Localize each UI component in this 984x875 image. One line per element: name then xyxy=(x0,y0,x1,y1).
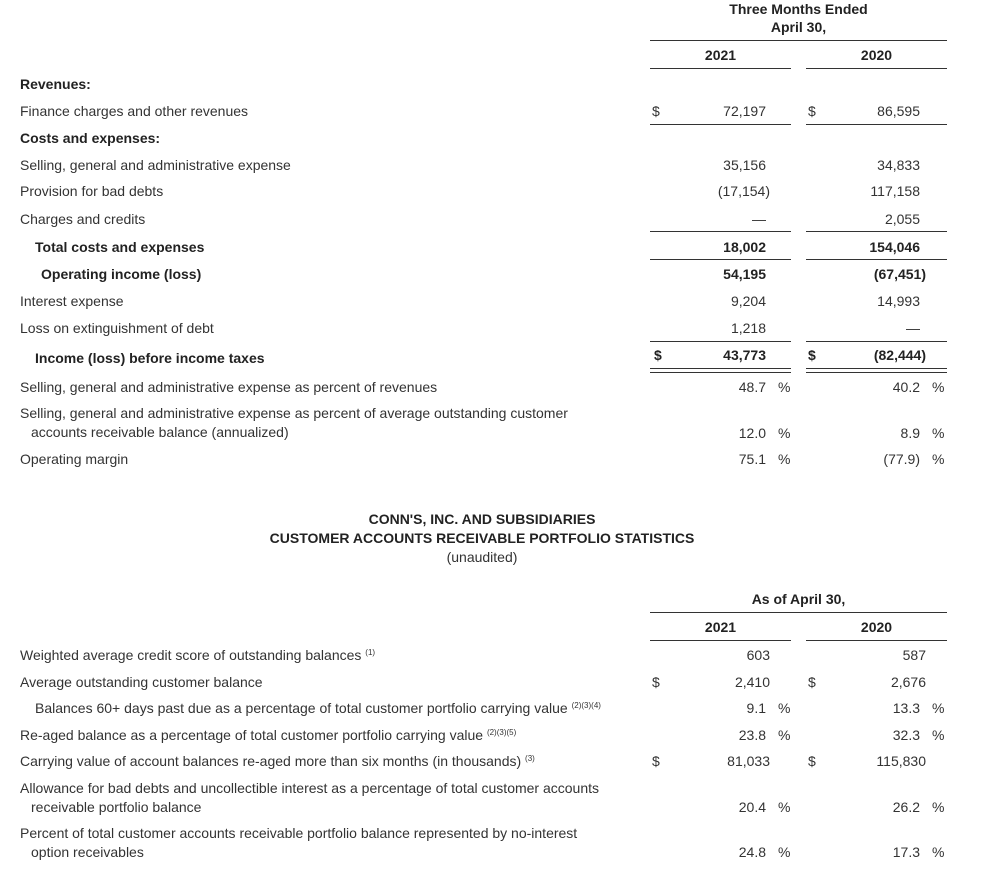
value-2021: 48.7 xyxy=(738,379,766,395)
row-rule xyxy=(650,124,791,125)
value-2021: 12.0 xyxy=(738,425,766,441)
row-label: Provision for bad debts xyxy=(20,183,164,199)
row-rule xyxy=(650,259,791,260)
value-2021: 18,002 xyxy=(723,239,766,255)
period-header-line2: April 30, xyxy=(770,19,827,35)
value-2021: 23.8 xyxy=(738,727,766,743)
value-2021: 72,197 xyxy=(723,103,766,119)
footnote-ref: (3) xyxy=(525,754,535,763)
value-2020: 86,595 xyxy=(877,103,920,119)
header-rule xyxy=(650,612,947,613)
value-2020: 117,158 xyxy=(870,183,920,199)
value-2020: 13.3 xyxy=(892,700,920,716)
percent-sign: % xyxy=(932,727,945,743)
footnote-ref: (2)(3)(4) xyxy=(571,701,601,710)
row-rule xyxy=(806,124,947,125)
percent-sign: % xyxy=(778,727,791,743)
value-2020: 587 xyxy=(902,647,926,663)
portfolio-subtitle: (unaudited) xyxy=(446,549,518,565)
value-2020: 34,833 xyxy=(877,157,920,173)
row-label: Average outstanding customer balance xyxy=(20,674,263,690)
percent-sign: % xyxy=(778,844,791,860)
currency-symbol: $ xyxy=(808,347,816,363)
percent-sign: % xyxy=(932,425,945,441)
row-label: Selling, general and administrative expense as percent of average outstanding customer xyxy=(20,405,568,421)
column-rule-2020 xyxy=(806,640,947,641)
row-label: Operating margin xyxy=(20,451,129,467)
value-2021: 20.4 xyxy=(738,799,766,815)
value-2020: 115,830 xyxy=(876,753,926,769)
percent-sign: % xyxy=(778,700,791,716)
row-label: Carrying value of account balances re-aged more than six months (in thousands) $^{(3)}$ xyxy=(20,753,535,769)
currency-symbol: $ xyxy=(808,753,816,769)
percent-sign: % xyxy=(778,379,791,395)
row-label: Selling, general and administrative expense xyxy=(20,157,291,173)
footnote-ref: (1) xyxy=(365,648,376,657)
value-2020: (67,451) xyxy=(873,266,926,282)
row-label: Weighted average credit score of outstanding balances $^{(1)}$ xyxy=(20,647,376,663)
value-2020: (82,444) xyxy=(873,347,926,363)
row-label: Balances 60+ days past due as a percentage of total customer portfolio carrying value $^{(2)(3)(4)}$ xyxy=(35,700,601,716)
value-2020: 32.3 xyxy=(892,727,920,743)
column-rule-2020 xyxy=(806,68,947,69)
value-2021: 75.1 xyxy=(738,451,766,467)
percent-sign: % xyxy=(932,700,945,716)
section-costs-expenses: Costs and expenses: xyxy=(20,130,161,146)
column-header-2020: 2020 xyxy=(860,619,893,635)
section-revenues: Revenues: xyxy=(20,76,91,92)
row-label: Re-aged balance as a percentage of total customer portfolio carrying value $^{(2)(3)(5)}$ xyxy=(20,727,517,743)
value-2021: 9.1 xyxy=(746,700,766,716)
column-rule-2021 xyxy=(650,68,791,69)
row-label: Finance charges and other revenues xyxy=(20,103,249,119)
row-rule xyxy=(650,341,791,342)
percent-sign: % xyxy=(932,844,945,860)
row-label: Loss on extinguishment of debt xyxy=(20,320,214,336)
row-label-total: Operating income (loss) xyxy=(41,266,202,282)
value-2020: 40.2 xyxy=(892,379,920,395)
value-2020: — xyxy=(906,320,920,336)
portfolio-title-company: CONN'S, INC. AND SUBSIDIARIES xyxy=(368,511,596,527)
double-rule xyxy=(650,368,791,373)
column-header-2020: 2020 xyxy=(860,47,893,63)
value-2020: 2,676 xyxy=(890,674,926,690)
row-rule xyxy=(650,231,791,232)
value-2021: 35,156 xyxy=(723,157,766,173)
value-2021: 54,195 xyxy=(723,266,766,282)
value-2021: (17,154) xyxy=(717,183,770,199)
column-header-2021: 2021 xyxy=(704,47,737,63)
value-2021: 1,218 xyxy=(730,320,766,336)
currency-symbol: $ xyxy=(652,753,660,769)
row-label-total: Total costs and expenses xyxy=(35,239,205,255)
row-rule xyxy=(806,341,947,342)
percent-sign: % xyxy=(932,451,945,467)
row-label-cont: accounts receivable balance (annualized) xyxy=(31,424,289,440)
row-rule xyxy=(806,231,947,232)
value-2020: 2,055 xyxy=(884,211,920,227)
percent-sign: % xyxy=(932,379,945,395)
row-label: Selling, general and administrative expense as percent of revenues xyxy=(20,379,438,395)
period-header: As of April 30, xyxy=(751,591,846,607)
row-label-cont: option receivables xyxy=(31,844,144,860)
value-2021: 24.8 xyxy=(738,844,766,860)
period-header-line1: Three Months Ended xyxy=(729,1,868,17)
footnote-ref: (2)(3)(5) xyxy=(486,728,517,737)
currency-symbol: $ xyxy=(652,674,660,690)
header-rule xyxy=(650,40,947,41)
currency-symbol: $ xyxy=(654,347,662,363)
row-label: Interest expense xyxy=(20,293,124,309)
value-2021: 81,033 xyxy=(727,753,770,769)
row-label: Charges and credits xyxy=(20,211,146,227)
value-2021: 2,410 xyxy=(734,674,770,690)
row-label-total: Income (loss) before income taxes xyxy=(35,350,265,366)
value-2020: 26.2 xyxy=(892,799,920,815)
row-label-cont: receivable portfolio balance xyxy=(31,799,202,815)
value-2021: 603 xyxy=(746,647,770,663)
currency-symbol: $ xyxy=(808,674,816,690)
value-2020: 17.3 xyxy=(892,844,920,860)
value-2021: — xyxy=(752,211,766,227)
currency-symbol: $ xyxy=(652,103,660,119)
value-2020: 14,993 xyxy=(877,293,920,309)
row-label: Percent of total customer accounts receivable portfolio balance represented by no-interest xyxy=(20,825,578,841)
value-2021: 9,204 xyxy=(730,293,766,309)
portfolio-title: CUSTOMER ACCOUNTS RECEIVABLE PORTFOLIO STATISTICS xyxy=(269,530,695,546)
percent-sign: % xyxy=(778,799,791,815)
value-2020: 154,046 xyxy=(869,239,920,255)
value-2020: (77.9) xyxy=(883,451,920,467)
percent-sign: % xyxy=(932,799,945,815)
column-rule-2021 xyxy=(650,640,791,641)
double-rule xyxy=(806,368,947,373)
column-header-2021: 2021 xyxy=(704,619,737,635)
currency-symbol: $ xyxy=(808,103,816,119)
row-label: Allowance for bad debts and uncollectible interest as a percentage of total customer accounts xyxy=(20,780,600,796)
percent-sign: % xyxy=(778,425,791,441)
value-2021: 43,773 xyxy=(723,347,766,363)
value-2020: 8.9 xyxy=(900,425,920,441)
percent-sign: % xyxy=(778,451,791,467)
row-rule xyxy=(806,259,947,260)
